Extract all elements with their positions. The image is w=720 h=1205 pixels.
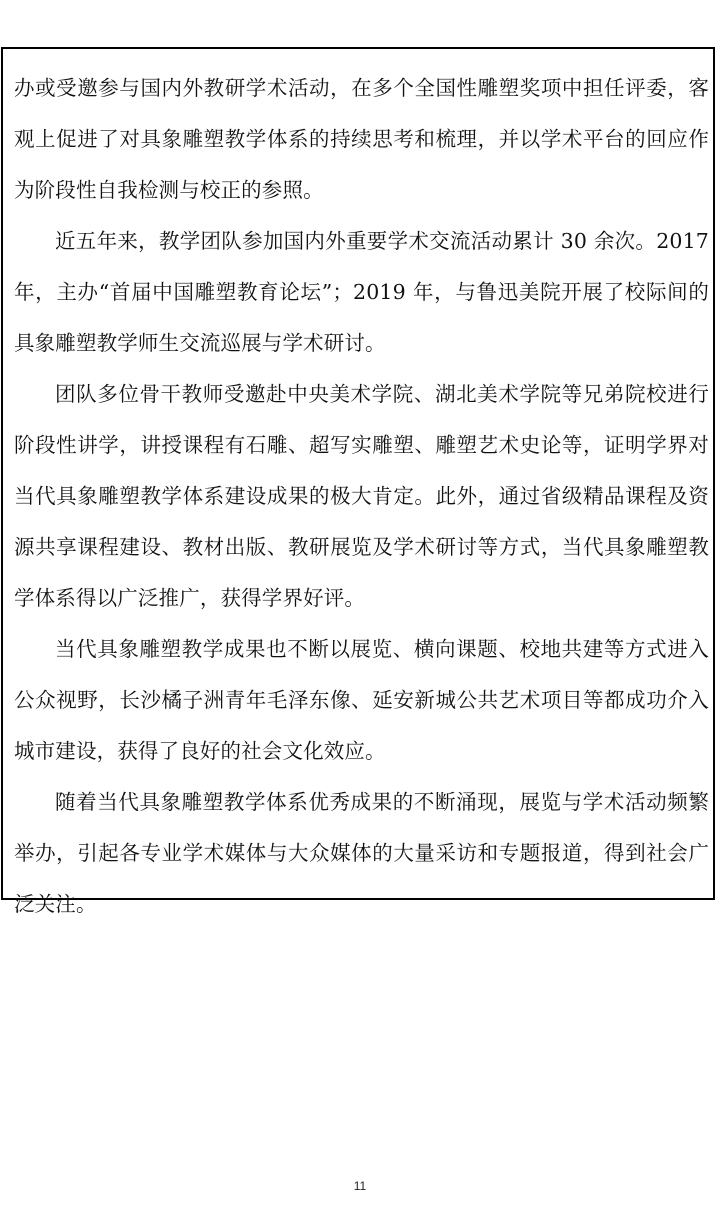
paragraph-3: 团队多位骨干教师受邀赴中央美术学院、湖北美术学院等兄弟院校进行阶段性讲学，讲授课程有石雕、超写实雕塑、雕塑艺术史论等，证明学界对当代具象雕塑教学体系建设成果的极大肯定。此外，通过省级精品课程及资源共享课程建设、教材出版、教研展览及学术研讨等方式，当代具象雕塑教学体系得以广泛推广，获得学界好评。 bbox=[14, 382, 709, 610]
paragraph-1: 办或受邀参与国内外教研学术活动，在多个全国性雕塑奖项中担任评委，客观上促进了对具象雕塑教学体系的持续思考和梳理，并以学术平台的回应作为阶段性自我检测与校正的参照。 bbox=[14, 76, 709, 202]
paragraph-2: 近五年来，教学团队参加国内外重要学术交流活动累计 30 余次。2017 年，主办“首届中国雕塑教育论坛”；2019 年，与鲁迅美院开展了校际间的具象雕塑教学师生交流巡展与学术研讨。 bbox=[14, 229, 709, 355]
paragraph-4: 当代具象雕塑教学成果也不断以展览、横向课题、校地共建等方式进入公众视野，长沙橘子洲青年毛泽东像、延安新城公共艺术项目等都成功介入城市建设，获得了良好的社会文化效应。 bbox=[14, 637, 709, 763]
bordered-text-box bbox=[1, 47, 715, 916]
body-text bbox=[14, 63, 709, 930]
page-number: 11 bbox=[353, 1179, 367, 1193]
paragraph-5: 随着当代具象雕塑教学体系优秀成果的不断涌现，展览与学术活动频繁举办，引起各专业学术媒体与大众媒体的大量采访和专题报道，得到社会广泛关注。 bbox=[14, 790, 709, 916]
